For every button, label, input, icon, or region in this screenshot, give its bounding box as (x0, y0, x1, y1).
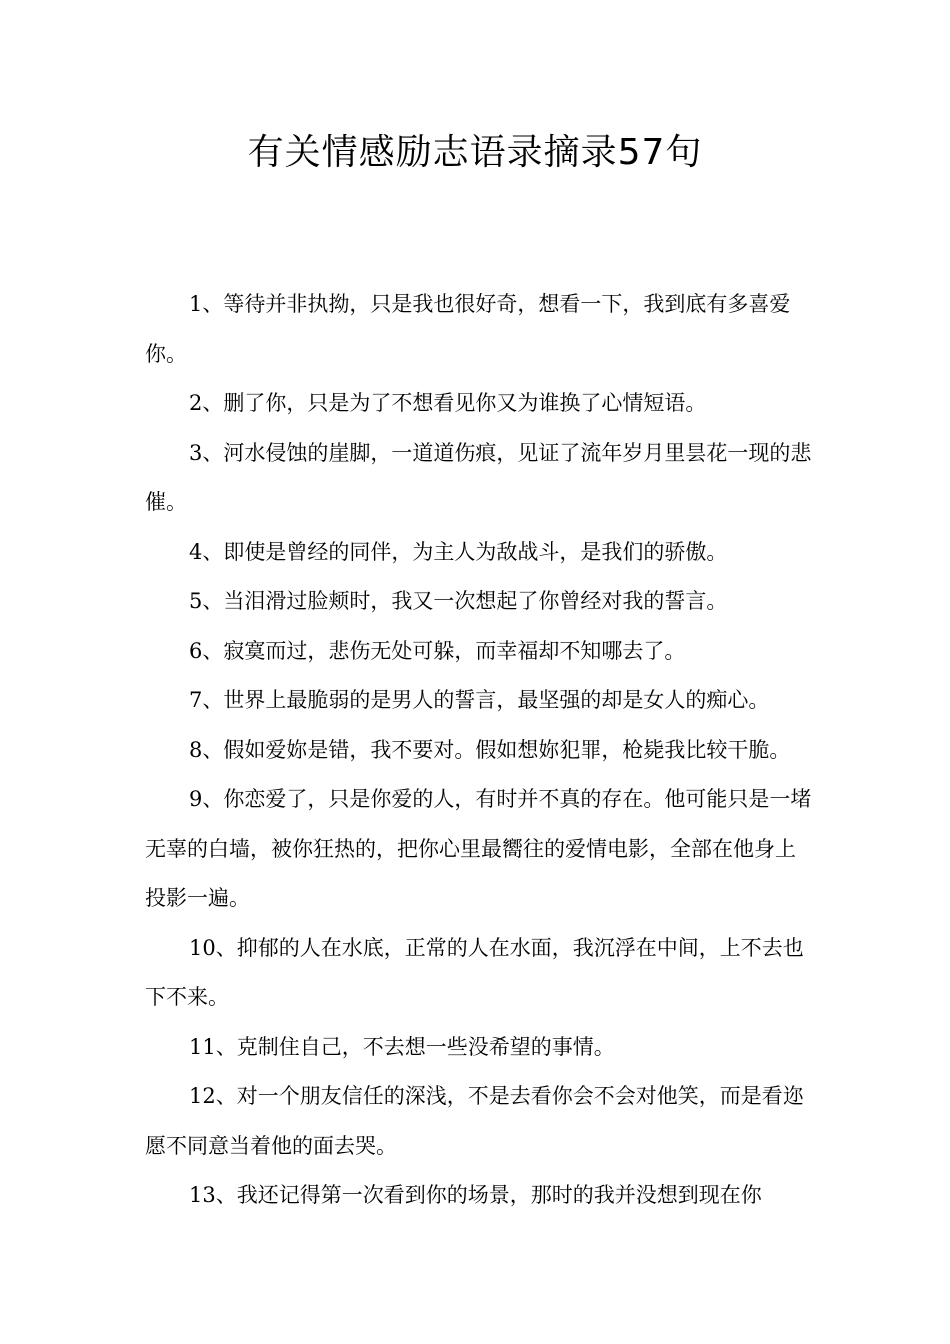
paragraph-11: 11、克制住自己，不去想一些没希望的事情。 (189, 1034, 615, 1059)
paragraph-12: 12、对一个朋友信任的深浅，不是去看你会不会对他笑，而是看迩愿不同意当着他的面去哭。 (145, 1084, 804, 1158)
paragraph-13: 13、我还记得第一次看到你的场景，那时的我并没想到现在你 (189, 1183, 762, 1207)
paragraph-4: 4、即使是曾经的同伴，为主人为敌战斗，是我们的骄傲。 (189, 539, 728, 564)
paragraph-8: 8、假如爱妳是错，我不要对。假如想妳犯罪，枪毙我比较干脆。 (189, 737, 791, 762)
paragraph-7: 7、世界上最脆弱的是男人的誓言，最坚强的却是女人的痴心。 (189, 688, 770, 712)
paragraph-6: 6、寂寞而过，悲伤无处可躲，而幸福却不知哪去了。 (189, 638, 686, 663)
paragraph-9: 9、你恋爱了，只是你爱的人，有时并不真的存在。他可能只是一堵无辜的白墙，被你狂热的，把你心里最嚮往的爱情电影，全部在他身上投影一遍。 (145, 787, 812, 910)
paragraph-3: 3、河水侵蚀的崖脚，一道道伤痕，见证了流年岁月里昙花一现的悲催。 (145, 440, 812, 514)
paragraph-2: 2、删了你，只是为了不想看见你又为谁换了心情短语。 (189, 391, 707, 415)
paragraph-1: 1、等待并非执拗，只是我也很好奇，想看一下，我到底有多喜爱你。 (145, 292, 791, 366)
paragraph-5: 5、当泪滑过脸颊时，我又一次想起了你曾经对我的誓言。 (189, 589, 728, 613)
document-title: 有关情感励志语录摘录57句 (247, 132, 703, 173)
document-body (145, 280, 815, 1221)
paragraph-10: 10、抑郁的人在水底，正常的人在水面，我沉浮在中间，上不去也下不来。 (145, 935, 804, 1009)
